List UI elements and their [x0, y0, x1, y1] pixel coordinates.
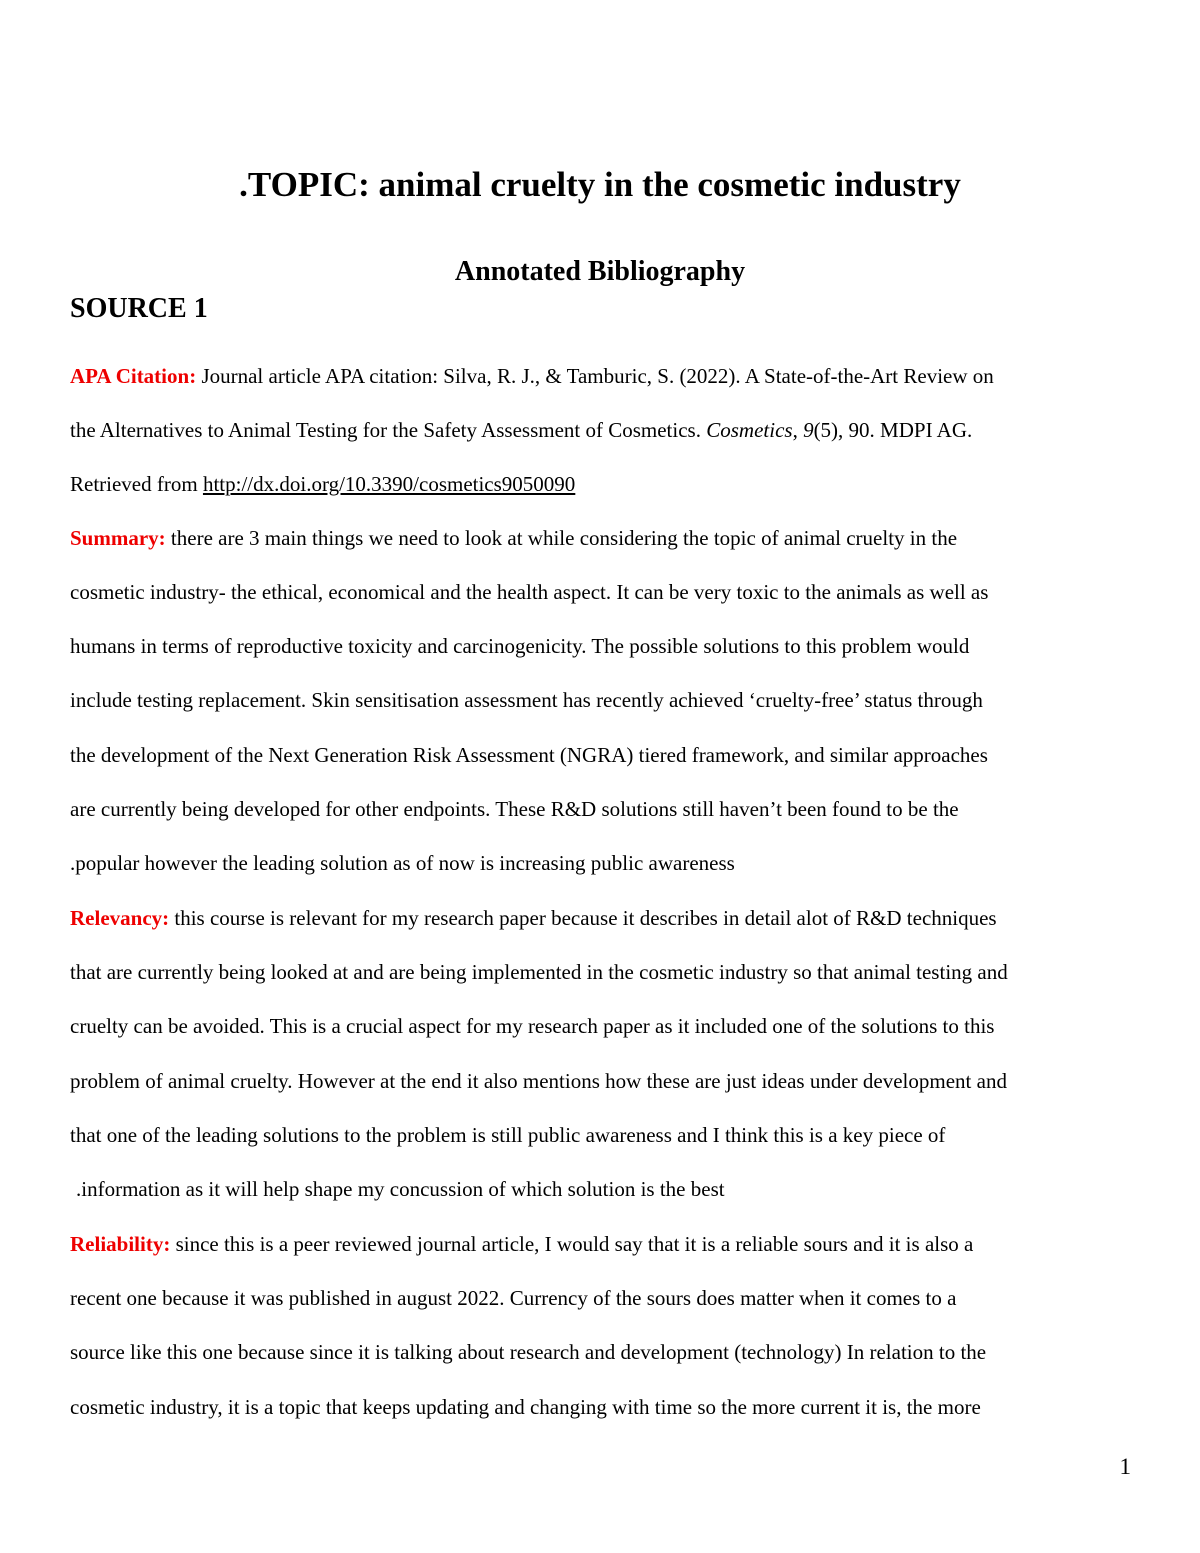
doi-link[interactable]: http://dx.doi.org/10.3390/cosmetics9050090: [202, 472, 576, 496]
relevancy-line: problem of animal cruelty. However at the end it also mentions how these are just ideas under development and: [70, 1069, 1007, 1093]
citation-label: APA Citation:: [70, 364, 197, 388]
page-number: 1: [1119, 1454, 1131, 1479]
summary-label: Summary:: [70, 526, 166, 550]
relevancy-label: Relevancy:: [70, 906, 170, 930]
relevancy-line: that are currently being looked at and are being implemented in the cosmetic industry so that animal testing and: [70, 960, 1008, 984]
summary-line: humans in terms of reproductive toxicity and carcinogenicity. The possible solutions to this problem would: [70, 634, 970, 658]
summary-line: [70, 523, 957, 553]
relevancy-line: .information as it will help shape my concussion of which solution is the best: [76, 1177, 725, 1201]
summary-line: the development of the Next Generation Risk Assessment (NGRA) tiered framework, and similar approaches: [70, 743, 988, 767]
source-heading: SOURCE 1: [70, 293, 208, 324]
citation-text: the Alternatives to Animal Testing for the Safety Assessment of Cosmetics.: [70, 418, 707, 442]
topic-title: .TOPIC: animal cruelty in the cosmetic industry: [239, 165, 961, 204]
summary-line: cosmetic industry- the ethical, economical and the health aspect. It can be very toxic to the animals as well as: [70, 580, 989, 604]
reliability-line: recent one because it was published in august 2022. Currency of the sours does matter when it comes to a: [70, 1286, 957, 1310]
reliability-line: cosmetic industry, it is a topic that keeps updating and changing with time so the more current it is, the more: [70, 1395, 981, 1419]
relevancy-line: cruelty can be avoided. This is a crucial aspect for my research paper as it included one of the solutions to this: [70, 1014, 995, 1038]
relevancy-line: [70, 903, 997, 933]
reliability-text: since this is a peer reviewed journal article, I would say that it is a reliable sours and it is also a: [170, 1232, 974, 1256]
citation-text: Journal article APA citation: Silva, R. J., & Tamburic, S. (2022). A State-of-the-Art Review on: [196, 364, 994, 388]
citation-line-3: [70, 469, 575, 499]
citation-text: Retrieved from: [70, 472, 203, 496]
journal-volume: 9: [803, 418, 814, 442]
journal-name: Cosmetics: [706, 418, 793, 442]
reliability-label: Reliability:: [70, 1232, 171, 1256]
citation-punct: ,: [792, 418, 804, 442]
document-subtitle: Annotated Bibliography: [454, 256, 746, 287]
summary-line: include testing replacement. Skin sensitisation assessment has recently achieved ‘cruelty-free’ status through: [70, 688, 983, 712]
citation-line-1: [70, 361, 994, 391]
summary-text: there are 3 main things we need to look at while considering the topic of animal cruelty in the: [165, 526, 958, 550]
citation-text: (5), 90. MDPI AG.: [813, 418, 973, 442]
relevancy-line: that one of the leading solutions to the problem is still public awareness and I think this is a key piece of: [70, 1123, 946, 1147]
relevancy-text: this course is relevant for my research paper because it describes in detail alot of R&D techniques: [169, 906, 997, 930]
reliability-line: [70, 1229, 973, 1259]
reliability-line: source like this one because since it is talking about research and development (technology) In relation to the: [70, 1340, 987, 1364]
summary-line: are currently being developed for other endpoints. These R&D solutions still haven’t been found to be the: [70, 797, 959, 821]
summary-line: .popular however the leading solution as of now is increasing public awareness: [70, 851, 735, 875]
citation-line-2: [70, 415, 972, 445]
